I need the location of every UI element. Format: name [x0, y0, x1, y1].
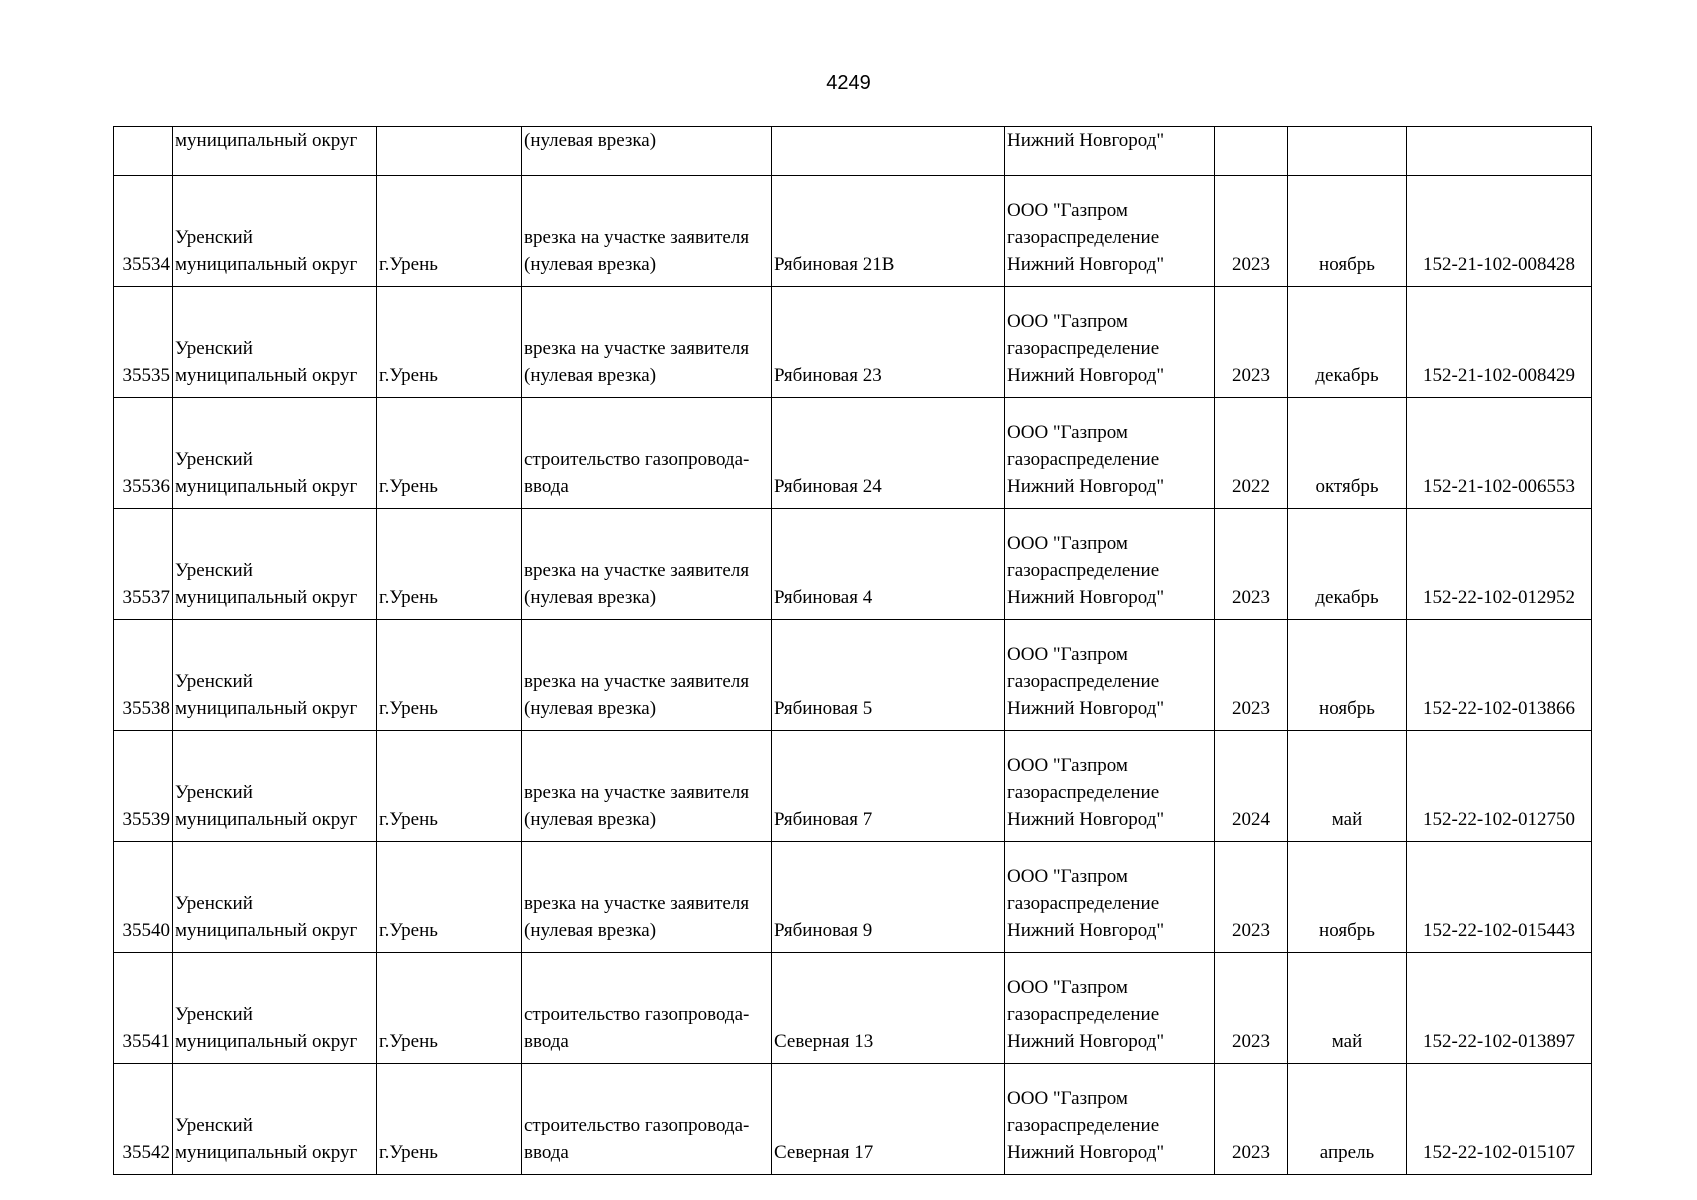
settlement-text: г.Урень — [379, 365, 438, 386]
year-text: 2022 — [1232, 476, 1270, 497]
organization-line: газораспределение — [1007, 227, 1160, 248]
district-cell — [173, 731, 377, 842]
settlement-cell — [377, 127, 522, 176]
address-cell — [772, 842, 1005, 953]
page-number: 4249 — [826, 72, 871, 94]
work-type-line: (нулевая врезка) — [524, 698, 657, 719]
row-number-cell — [114, 842, 173, 953]
work-type-line: (нулевая врезка) — [524, 254, 657, 275]
district-line: муниципальный округ — [175, 920, 358, 941]
organization-cell — [1005, 620, 1215, 731]
month-text: апрель — [1319, 1142, 1375, 1163]
table-row — [114, 1064, 1592, 1175]
num-text: 35539 — [122, 809, 170, 830]
month-cell — [1288, 398, 1407, 509]
work-type-cell — [522, 176, 772, 287]
organization-line: Нижний Новгород" — [1007, 809, 1165, 830]
settlement-cell — [377, 398, 522, 509]
work-type-line: врезка на участке заявителя — [524, 671, 750, 692]
organization-line: ООО "Газпром — [1007, 644, 1128, 665]
row-number-cell — [114, 620, 173, 731]
work-type-line: врезка на участке заявителя — [524, 227, 750, 248]
settlement-text: г.Урень — [379, 1031, 438, 1052]
organization-line: газораспределение — [1007, 1115, 1160, 1136]
address-cell — [772, 287, 1005, 398]
district-line: Уренский — [175, 782, 253, 803]
address-text: Рябиновая 23 — [774, 365, 882, 386]
work-type-line: врезка на участке заявителя — [524, 338, 750, 359]
address-cell — [772, 620, 1005, 731]
code-text: 152-22-102-015443 — [1423, 920, 1575, 941]
organization-line: газораспределение — [1007, 893, 1160, 914]
code-cell — [1407, 398, 1592, 509]
address-cell — [772, 509, 1005, 620]
table-row — [114, 953, 1592, 1064]
code-text: 152-22-102-012750 — [1423, 809, 1575, 830]
settlement-cell — [377, 842, 522, 953]
address-text: Северная 13 — [774, 1031, 874, 1052]
month-text: декабрь — [1315, 365, 1379, 386]
address-text: Северная 17 — [774, 1142, 874, 1163]
district-cell — [173, 1064, 377, 1175]
month-cell — [1288, 287, 1407, 398]
organization-line: ООО "Газпром — [1007, 533, 1128, 554]
address-cell — [772, 127, 1005, 176]
settlement-text: г.Урень — [379, 1142, 438, 1163]
settlement-cell — [377, 731, 522, 842]
district-cell — [173, 176, 377, 287]
year-cell — [1215, 287, 1288, 398]
code-cell — [1407, 842, 1592, 953]
work-type-line: врезка на участке заявителя — [524, 560, 750, 581]
work-type-line: (нулевая врезка) — [524, 920, 657, 941]
district-line: Уренский — [175, 1115, 253, 1136]
year-cell — [1215, 953, 1288, 1064]
district-line: муниципальный округ — [175, 365, 358, 386]
month-cell — [1288, 731, 1407, 842]
district-line: муниципальный округ — [175, 809, 358, 830]
district-cell — [173, 842, 377, 953]
organization-line: ООО "Газпром — [1007, 422, 1128, 443]
year-cell — [1215, 127, 1288, 176]
num-text: 35537 — [122, 587, 170, 608]
code-text: 152-22-102-013866 — [1423, 698, 1575, 719]
code-cell — [1407, 620, 1592, 731]
settlement-text: г.Урень — [379, 254, 438, 275]
district-cell — [173, 287, 377, 398]
district-line: Уренский — [175, 227, 253, 248]
settlement-cell — [377, 509, 522, 620]
num-text: 35541 — [122, 1031, 170, 1052]
row-number-cell — [114, 953, 173, 1064]
code-text: 152-22-102-013897 — [1423, 1031, 1575, 1052]
year-text: 2023 — [1232, 254, 1270, 275]
work-type-line: ввода — [524, 1142, 569, 1163]
code-cell — [1407, 953, 1592, 1064]
address-cell — [772, 731, 1005, 842]
month-cell — [1288, 1064, 1407, 1175]
work-type-cell — [522, 620, 772, 731]
table-row — [114, 398, 1592, 509]
organization-line: газораспределение — [1007, 449, 1160, 470]
work-type-line: (нулевая врезка) — [524, 130, 657, 151]
code-cell — [1407, 1064, 1592, 1175]
settlement-cell — [377, 953, 522, 1064]
address-cell — [772, 1064, 1005, 1175]
district-line: Уренский — [175, 449, 253, 470]
organization-cell — [1005, 953, 1215, 1064]
district-cell — [173, 127, 377, 176]
organization-cell — [1005, 287, 1215, 398]
settlement-text: г.Урень — [379, 698, 438, 719]
district-line: Уренский — [175, 893, 253, 914]
row-number-cell — [114, 509, 173, 620]
organization-line: газораспределение — [1007, 671, 1160, 692]
district-line: муниципальный округ — [175, 130, 358, 151]
month-text: май — [1331, 809, 1363, 830]
month-text: ноябрь — [1319, 698, 1375, 719]
year-cell — [1215, 842, 1288, 953]
month-cell — [1288, 127, 1407, 176]
settlement-text: г.Урень — [379, 809, 438, 830]
year-text: 2023 — [1232, 1142, 1270, 1163]
district-line: Уренский — [175, 671, 253, 692]
year-text: 2023 — [1232, 365, 1270, 386]
num-text: 35536 — [122, 476, 170, 497]
organization-line: Нижний Новгород" — [1007, 254, 1165, 275]
address-text: Рябиновая 4 — [774, 587, 873, 608]
row-number-cell — [114, 398, 173, 509]
year-cell — [1215, 620, 1288, 731]
address-text: Рябиновая 7 — [774, 809, 873, 830]
code-text: 152-22-102-012952 — [1423, 587, 1575, 608]
num-text: 35542 — [122, 1142, 170, 1163]
work-type-line: ввода — [524, 1031, 569, 1052]
month-text: октябрь — [1315, 476, 1379, 497]
code-text: 152-21-102-008428 — [1423, 254, 1575, 275]
year-cell — [1215, 176, 1288, 287]
code-cell — [1407, 176, 1592, 287]
work-type-cell — [522, 953, 772, 1064]
address-text: Рябиновая 9 — [774, 920, 873, 941]
settlement-text: г.Урень — [379, 920, 438, 941]
row-number-cell — [114, 731, 173, 842]
year-text: 2023 — [1232, 698, 1270, 719]
work-type-line: (нулевая врезка) — [524, 587, 657, 608]
num-text: 35538 — [122, 698, 170, 719]
row-number-cell — [114, 287, 173, 398]
month-text: декабрь — [1315, 587, 1379, 608]
code-cell — [1407, 127, 1592, 176]
district-line: Уренский — [175, 1004, 253, 1025]
work-type-line: строительство газопровода- — [524, 1115, 750, 1136]
organization-cell — [1005, 398, 1215, 509]
district-cell — [173, 620, 377, 731]
year-cell — [1215, 398, 1288, 509]
organization-line: газораспределение — [1007, 782, 1160, 803]
table-row — [114, 176, 1592, 287]
district-cell — [173, 509, 377, 620]
work-type-line: (нулевая врезка) — [524, 809, 657, 830]
organization-line: Нижний Новгород" — [1007, 1142, 1165, 1163]
table-row-continued — [114, 127, 1592, 176]
year-text: 2023 — [1232, 920, 1270, 941]
gasification-register-table — [113, 126, 1592, 1175]
address-cell — [772, 953, 1005, 1064]
table-row — [114, 287, 1592, 398]
work-type-line: (нулевая врезка) — [524, 365, 657, 386]
work-type-cell — [522, 127, 772, 176]
work-type-line: ввода — [524, 476, 569, 497]
organization-cell — [1005, 842, 1215, 953]
address-text: Рябиновая 21В — [774, 254, 895, 275]
num-text: 35540 — [122, 920, 170, 941]
work-type-line: строительство газопровода- — [524, 449, 750, 470]
year-text: 2023 — [1232, 1031, 1270, 1052]
organization-line: Нижний Новгород" — [1007, 1031, 1165, 1052]
row-number-cell — [114, 127, 173, 176]
district-line: Уренский — [175, 338, 253, 359]
table-body — [114, 127, 1592, 1175]
district-line: муниципальный округ — [175, 698, 358, 719]
code-text: 152-21-102-008429 — [1423, 365, 1575, 386]
work-type-cell — [522, 398, 772, 509]
organization-line: ООО "Газпром — [1007, 200, 1128, 221]
month-text: май — [1331, 1031, 1363, 1052]
organization-line: ООО "Газпром — [1007, 866, 1128, 887]
table-row — [114, 842, 1592, 953]
month-cell — [1288, 176, 1407, 287]
district-line: муниципальный округ — [175, 587, 358, 608]
organization-line: Нижний Новгород" — [1007, 920, 1165, 941]
district-cell — [173, 398, 377, 509]
code-cell — [1407, 731, 1592, 842]
district-cell — [173, 953, 377, 1064]
year-text: 2023 — [1232, 587, 1270, 608]
year-text: 2024 — [1232, 809, 1270, 830]
organization-line: Нижний Новгород" — [1007, 698, 1165, 719]
organization-line: Нижний Новгород" — [1007, 476, 1165, 497]
settlement-text: г.Урень — [379, 476, 438, 497]
table-row — [114, 620, 1592, 731]
month-cell — [1288, 620, 1407, 731]
row-number-cell — [114, 1064, 173, 1175]
settlement-cell — [377, 176, 522, 287]
work-type-cell — [522, 1064, 772, 1175]
month-cell — [1288, 953, 1407, 1064]
organization-line: ООО "Газпром — [1007, 1088, 1128, 1109]
district-line: муниципальный округ — [175, 1142, 358, 1163]
code-cell — [1407, 287, 1592, 398]
num-text: 35535 — [122, 365, 170, 386]
code-text: 152-22-102-015107 — [1423, 1142, 1575, 1163]
month-cell — [1288, 842, 1407, 953]
organization-cell — [1005, 731, 1215, 842]
month-text: ноябрь — [1319, 254, 1375, 275]
organization-line: Нижний Новгород" — [1007, 587, 1165, 608]
month-text: ноябрь — [1319, 920, 1375, 941]
settlement-cell — [377, 1064, 522, 1175]
organization-line: ООО "Газпром — [1007, 977, 1128, 998]
address-text: Рябиновая 24 — [774, 476, 882, 497]
year-cell — [1215, 731, 1288, 842]
work-type-cell — [522, 287, 772, 398]
organization-cell — [1005, 1064, 1215, 1175]
organization-line: газораспределение — [1007, 560, 1160, 581]
address-cell — [772, 398, 1005, 509]
table-row — [114, 731, 1592, 842]
year-cell — [1215, 1064, 1288, 1175]
year-cell — [1215, 509, 1288, 620]
work-type-cell — [522, 731, 772, 842]
organization-line: газораспределение — [1007, 338, 1160, 359]
address-text: Рябиновая 5 — [774, 698, 873, 719]
district-line: муниципальный округ — [175, 1031, 358, 1052]
row-number-cell — [114, 176, 173, 287]
district-line: муниципальный округ — [175, 254, 358, 275]
settlement-cell — [377, 287, 522, 398]
work-type-cell — [522, 842, 772, 953]
organization-cell — [1005, 176, 1215, 287]
num-text: 35534 — [122, 254, 170, 275]
organization-line: Нижний Новгород" — [1007, 365, 1165, 386]
code-text: 152-21-102-006553 — [1423, 476, 1575, 497]
settlement-text: г.Урень — [379, 587, 438, 608]
month-cell — [1288, 509, 1407, 620]
organization-cell — [1005, 127, 1215, 176]
organization-line: ООО "Газпром — [1007, 311, 1128, 332]
address-cell — [772, 176, 1005, 287]
organization-line: Нижний Новгород" — [1007, 130, 1165, 151]
table-row — [114, 509, 1592, 620]
work-type-line: строительство газопровода- — [524, 1004, 750, 1025]
organization-cell — [1005, 509, 1215, 620]
work-type-line: врезка на участке заявителя — [524, 782, 750, 803]
code-cell — [1407, 509, 1592, 620]
organization-line: ООО "Газпром — [1007, 755, 1128, 776]
work-type-line: врезка на участке заявителя — [524, 893, 750, 914]
district-line: Уренский — [175, 560, 253, 581]
organization-line: газораспределение — [1007, 1004, 1160, 1025]
work-type-cell — [522, 509, 772, 620]
settlement-cell — [377, 620, 522, 731]
district-line: муниципальный округ — [175, 476, 358, 497]
